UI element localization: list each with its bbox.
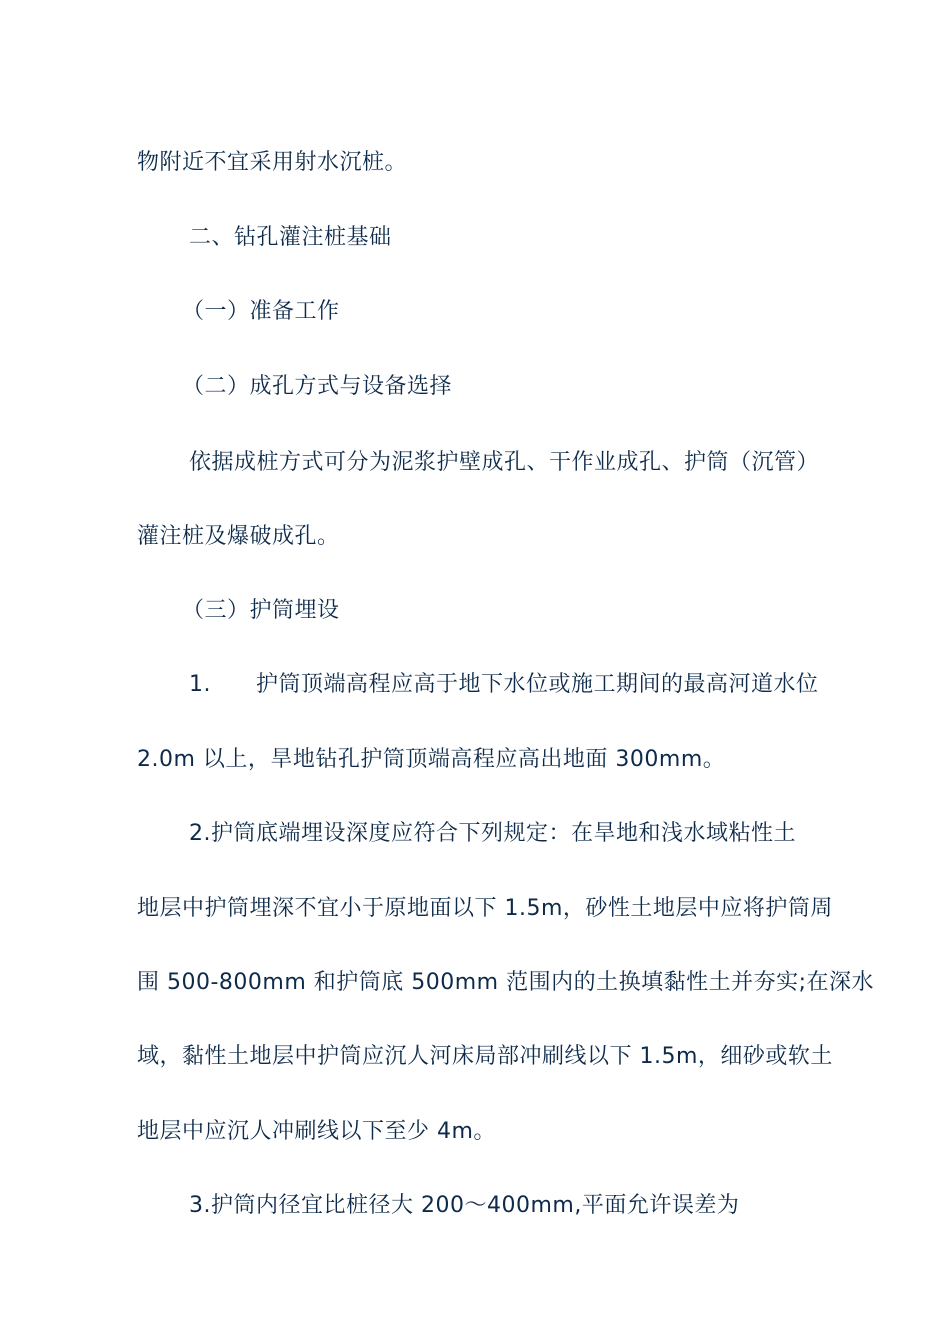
list-item-line: 1. 护筒顶端高程应高于地下水位或施工期间的最高河道水位 <box>189 672 819 697</box>
subsection-heading: （三）护筒埋设 <box>182 598 340 623</box>
subsection-heading: （一）准备工作 <box>182 299 340 324</box>
list-item-line: 2.护筒底端埋设深度应符合下列规定：在旱地和浅水域粘性土 <box>189 821 796 846</box>
paragraph-line: 灌注桩及爆破成孔。 <box>137 524 340 549</box>
paragraph-line: 地层中护筒埋深不宜小于原地面以下 1.5m，砂性土地层中应将护筒周 <box>137 896 833 921</box>
list-item-line: 3.护筒内径宜比桩径大 200～400mm,平面允许误差为 <box>189 1193 740 1218</box>
paragraph-line: 依据成桩方式可分为泥浆护壁成孔、干作业成孔、护筒（沉管） <box>189 450 820 475</box>
paragraph-line: 域，黏性土地层中护筒应沉人河床局部冲刷线以下 1.5m，细砂或软土 <box>137 1044 833 1069</box>
paragraph-line: 物附近不宜采用射水沉桩。 <box>137 150 408 175</box>
paragraph-line: 2.0m 以上，旱地钻孔护筒顶端高程应高出地面 300mm。 <box>137 747 726 772</box>
paragraph-line: 地层中应沉人冲刷线以下至少 4m。 <box>137 1119 496 1144</box>
subsection-heading: （二）成孔方式与设备选择 <box>182 374 453 399</box>
section-heading: 二、钻孔灌注桩基础 <box>189 225 392 250</box>
paragraph-line: 围 500-800mm 和护筒底 500mm 范围内的土换填黏性土并夯实;在深水 <box>137 970 875 995</box>
